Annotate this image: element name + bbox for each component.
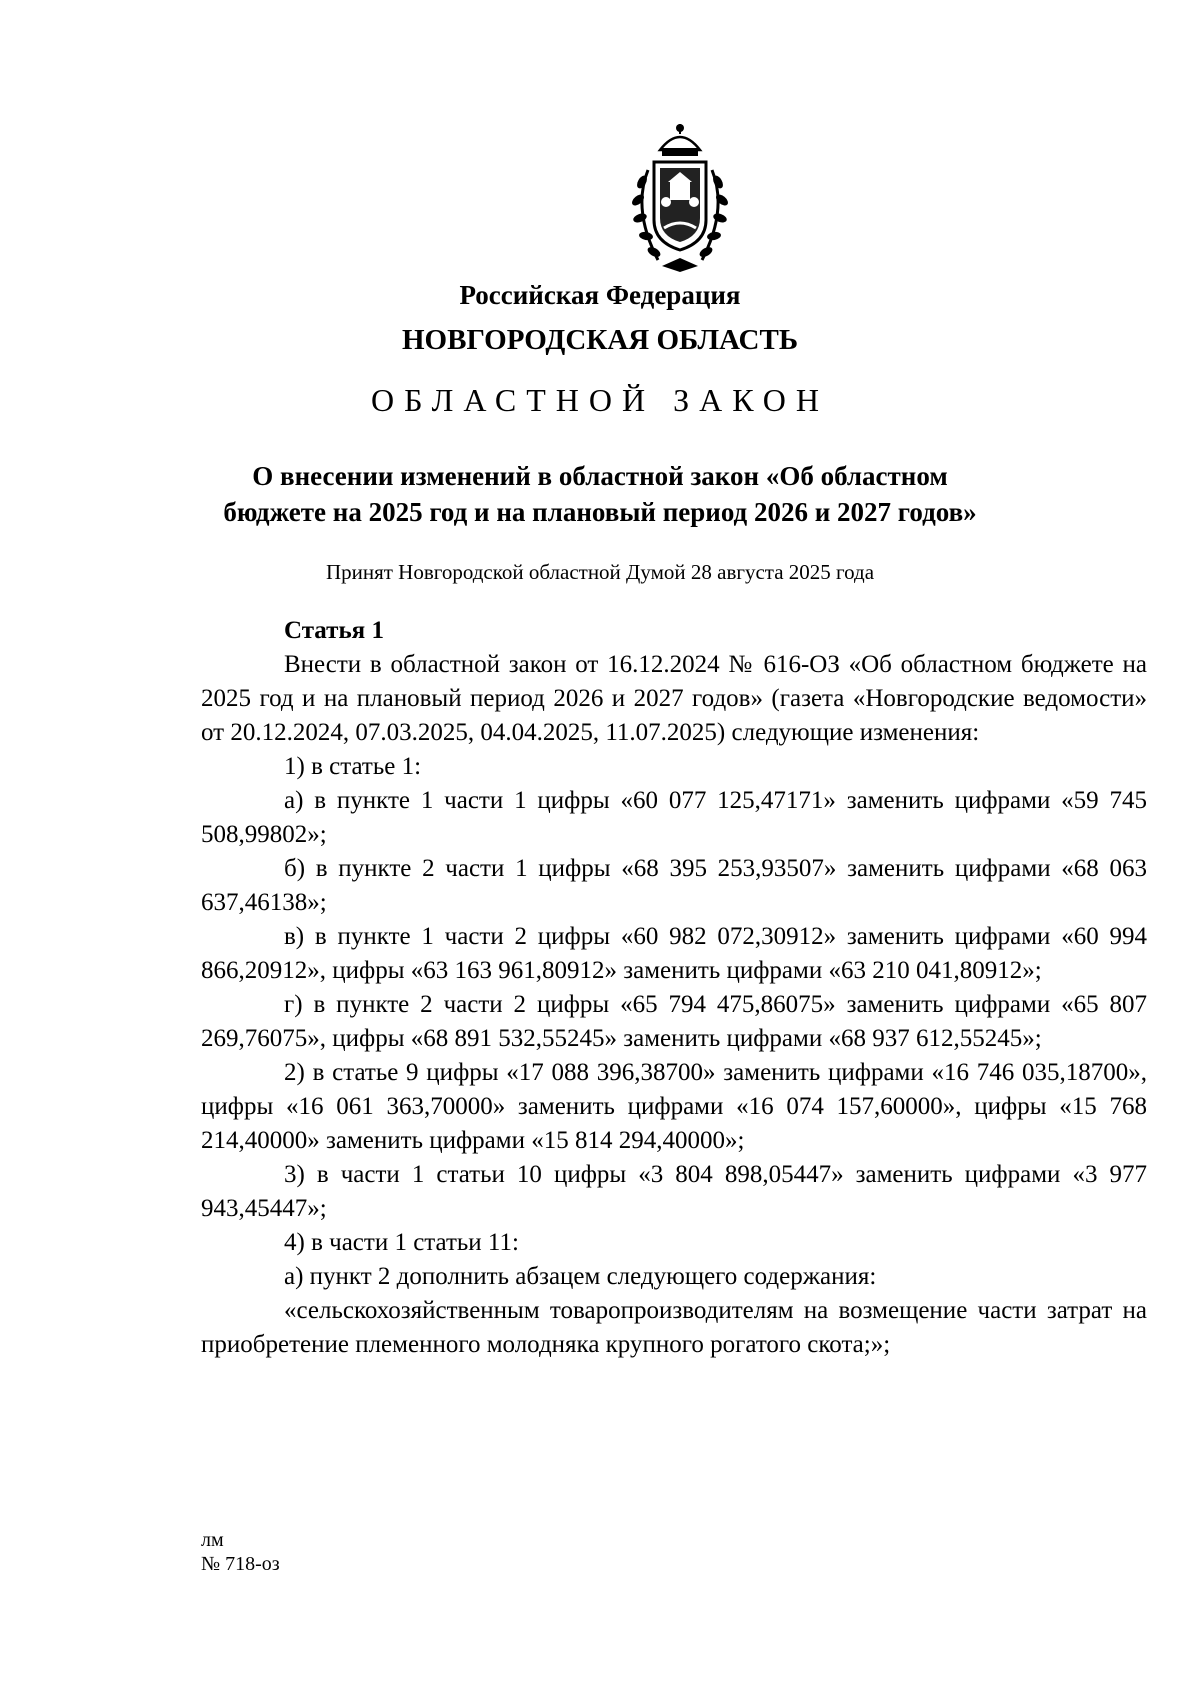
amendment-item: 1) в статье 1: [284, 753, 422, 780]
amendment-item: а) в пункте 1 части 1 цифры «60 077 125,47171» заменить цифрами «59 745 508,99802»; [201, 787, 1147, 848]
amendment-item: б) в пункте 2 части 1 цифры «68 395 253,93507» заменить цифрами «68 063 637,46138»; [201, 855, 1147, 916]
law-title-line: бюджете на 2025 год и на плановый период 2026 и 2027 годов» [223, 497, 977, 527]
adoption-note: Принят Новгородской областной Думой 28 августа 2025 года [325, 560, 875, 584]
footer-initials: лм [201, 1529, 224, 1551]
article-intro: Внести в областной закон от 16.12.2024 № 616-ОЗ «Об областном бюджете на 2025 год и на плановый период 2026 и 2027 годов» (газета «Новгородские ведомости» от 20.12.2024, 07.03.2025, 04.04.2025, 11.07.2025) следующие изменения: [201, 651, 1147, 746]
coat-of-arms-icon [618, 120, 742, 280]
amendment-item: а) пункт 2 дополнить абзацем следующего содержания: [284, 1263, 877, 1290]
amendment-item: 4) в части 1 статьи 11: [284, 1229, 519, 1256]
law-body [201, 614, 1147, 1362]
country-name: Российская Федерация [459, 280, 741, 310]
law-title-line: О внесении изменений в областной закон «Об областном [252, 461, 948, 491]
law-title [0, 458, 1200, 530]
article-heading: Статья 1 [284, 617, 384, 644]
amendment-item: г) в пункте 2 части 2 цифры «65 794 475,86075» заменить цифрами «65 807 269,76075», цифры «68 891 532,55245» заменить цифрами «68 937 612,55245»; [201, 991, 1147, 1052]
document-footer [201, 1528, 280, 1576]
amendment-item: 3) в части 1 статьи 10 цифры «3 804 898,05447» заменить цифрами «3 977 943,45447»; [201, 1161, 1147, 1222]
law-number: № 718-оз [201, 1553, 280, 1575]
region-name: НОВГОРОДСКАЯ ОБЛАСТЬ [401, 324, 799, 356]
document-type: ОБЛАСТНОЙ ЗАКОН [370, 382, 830, 418]
amendment-item: «сельскохозяйственным товаропроизводителям на возмещение части затрат на приобретение племенного молодняка крупного рогатого скота;»; [201, 1297, 1147, 1358]
amendment-item: 2) в статье 9 цифры «17 088 396,38700» заменить цифрами «16 746 035,18700», цифры «16 061 363,70000» заменить цифрами «16 074 157,60000», цифры «15 768 214,40000» заменить цифрами «15 814 294,40000»; [201, 1059, 1147, 1154]
amendment-item: в) в пункте 1 части 2 цифры «60 982 072,30912» заменить цифрами «60 994 866,20912», цифры «63 163 961,80912» заменить цифрами «63 210 041,80912»; [201, 923, 1147, 984]
